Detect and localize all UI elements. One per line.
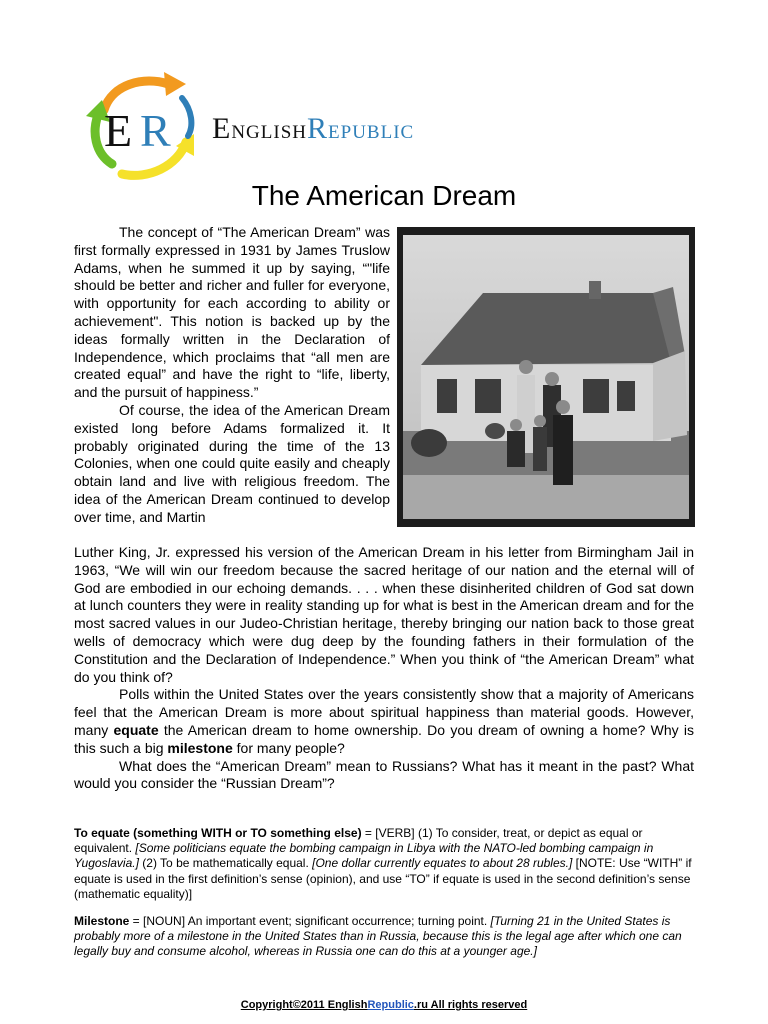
englishrepublic-logo: [82, 70, 442, 182]
paragraph-polls: [74, 686, 694, 757]
main-body: [74, 544, 694, 793]
family-house-photo: [397, 227, 695, 527]
definition-milestone: [74, 914, 694, 960]
polls-text-2: the American dream to home ownership. Do you dream of owning a home? Why is this such a big: [74, 721, 694, 756]
milestone-example: [Turning 21 in the United States is probably more of a milestone in the United States than in Russia, because this is the legal age after which one can legally buy and consume alcohol, whereas in Russia one can do this at a younger age.]: [74, 914, 682, 959]
paragraph-russia: What does the “American Dream” mean to Russians? What has it meant in the past? What would you consider the “Russian Dream”?: [74, 757, 694, 792]
milestone-def: [NOUN] An important event; significant occurrence; turning point.: [143, 914, 491, 928]
footer-suffix: .ru All rights reserved: [413, 999, 528, 1011]
definition-equate: [74, 826, 694, 902]
term-milestone: Milestone: [74, 914, 130, 928]
equate-def-1: [VERB] (1) To consider, treat, or depict as equal or equivalent.: [74, 826, 643, 856]
term-equate: To equate (something WITH or TO something else): [74, 826, 362, 840]
paragraph-intro: The concept of “The American Dream” was first formally expressed in 1931 by James Truslow Adams, when he summed it up by saying, “"life should be better and richer and fuller for everyone, with opportunity for each according to ability or achievement". This notion is backed up by the ideas formally written in the Declaration of Independence, which proclaims that “all men are created equal” and have the right to “life, liberty, and the pursuit of happiness.”: [74, 224, 390, 401]
logo-initial-r: R: [140, 105, 171, 156]
intro-column: [74, 224, 390, 527]
logo-word2-cap: R: [307, 112, 329, 145]
logo-wordmark: [212, 112, 414, 146]
page-title: The American Dream: [251, 180, 517, 211]
equate-note: [NOTE: Use “WITH” if equate is used in the first definition’s sense (opinion), and use “TO” if equate is used in the second definition’s sense (mathematic equality)]: [74, 856, 692, 901]
def-sep: =: [361, 826, 376, 840]
copyright-footer: [0, 999, 768, 1011]
polls-text-3: for many people?: [232, 739, 345, 756]
def-sep: =: [129, 914, 144, 928]
house-photo-image: [403, 235, 689, 519]
equate-example-2: [One dollar currently equates to about 28 rubles.]: [312, 856, 573, 871]
logo-word1-cap: E: [212, 112, 232, 145]
paragraph-mlk: Luther King, Jr. expressed his version of the American Dream in his letter from Birmingham Jail in 1963, “We will win our freedom because the sacred heritage of our nation and the eternal will of God are embodied in our echoing demands. . . . when these disinherited children of God sat down at lunch counters they were in reality standing up for what is best in the American dream and for the most sacred values in our Judeo-Christian heritage, thereby bringing our nation back to those great wells of democracy which were dug deep by the founding fathers in their formulation of the Constitution and the Declaration of Independence.” When you think of “the American Dream” what do you think of?: [74, 544, 694, 685]
footer-prefix: Copyright©2011 English: [240, 999, 368, 1011]
polls-text-1: Polls within the United States over the years consistently show that a majority of Americans feel that the American Dream is more about spiritual happiness than material goods. However, many: [74, 686, 694, 738]
logo-word2-rest: EPUBLIC: [328, 122, 415, 143]
equate-example-1: [Some politicians equate the bombing campaign in Libya with the NATO-led bombing campaign in Yugoslavia.]: [74, 841, 654, 871]
word-milestone: milestone: [167, 739, 233, 756]
equate-def-2: (2) To be mathematically equal.: [138, 856, 313, 871]
word-equate: equate: [113, 721, 159, 738]
logo-arrows-icon: [82, 70, 202, 182]
footer-brand: Republic: [367, 999, 414, 1011]
paragraph-history: Of course, the idea of the American Dream existed long before Adams formalized it. It probably originated during the time of the 13 Colonies, when one could quite easily and cheaply obtain land and live with religious freedom. The idea of the American Dream continued to develop over time, and Martin: [74, 401, 390, 525]
logo-initial-e: E: [104, 105, 133, 156]
logo-word1-rest: NGLISH: [231, 122, 307, 143]
